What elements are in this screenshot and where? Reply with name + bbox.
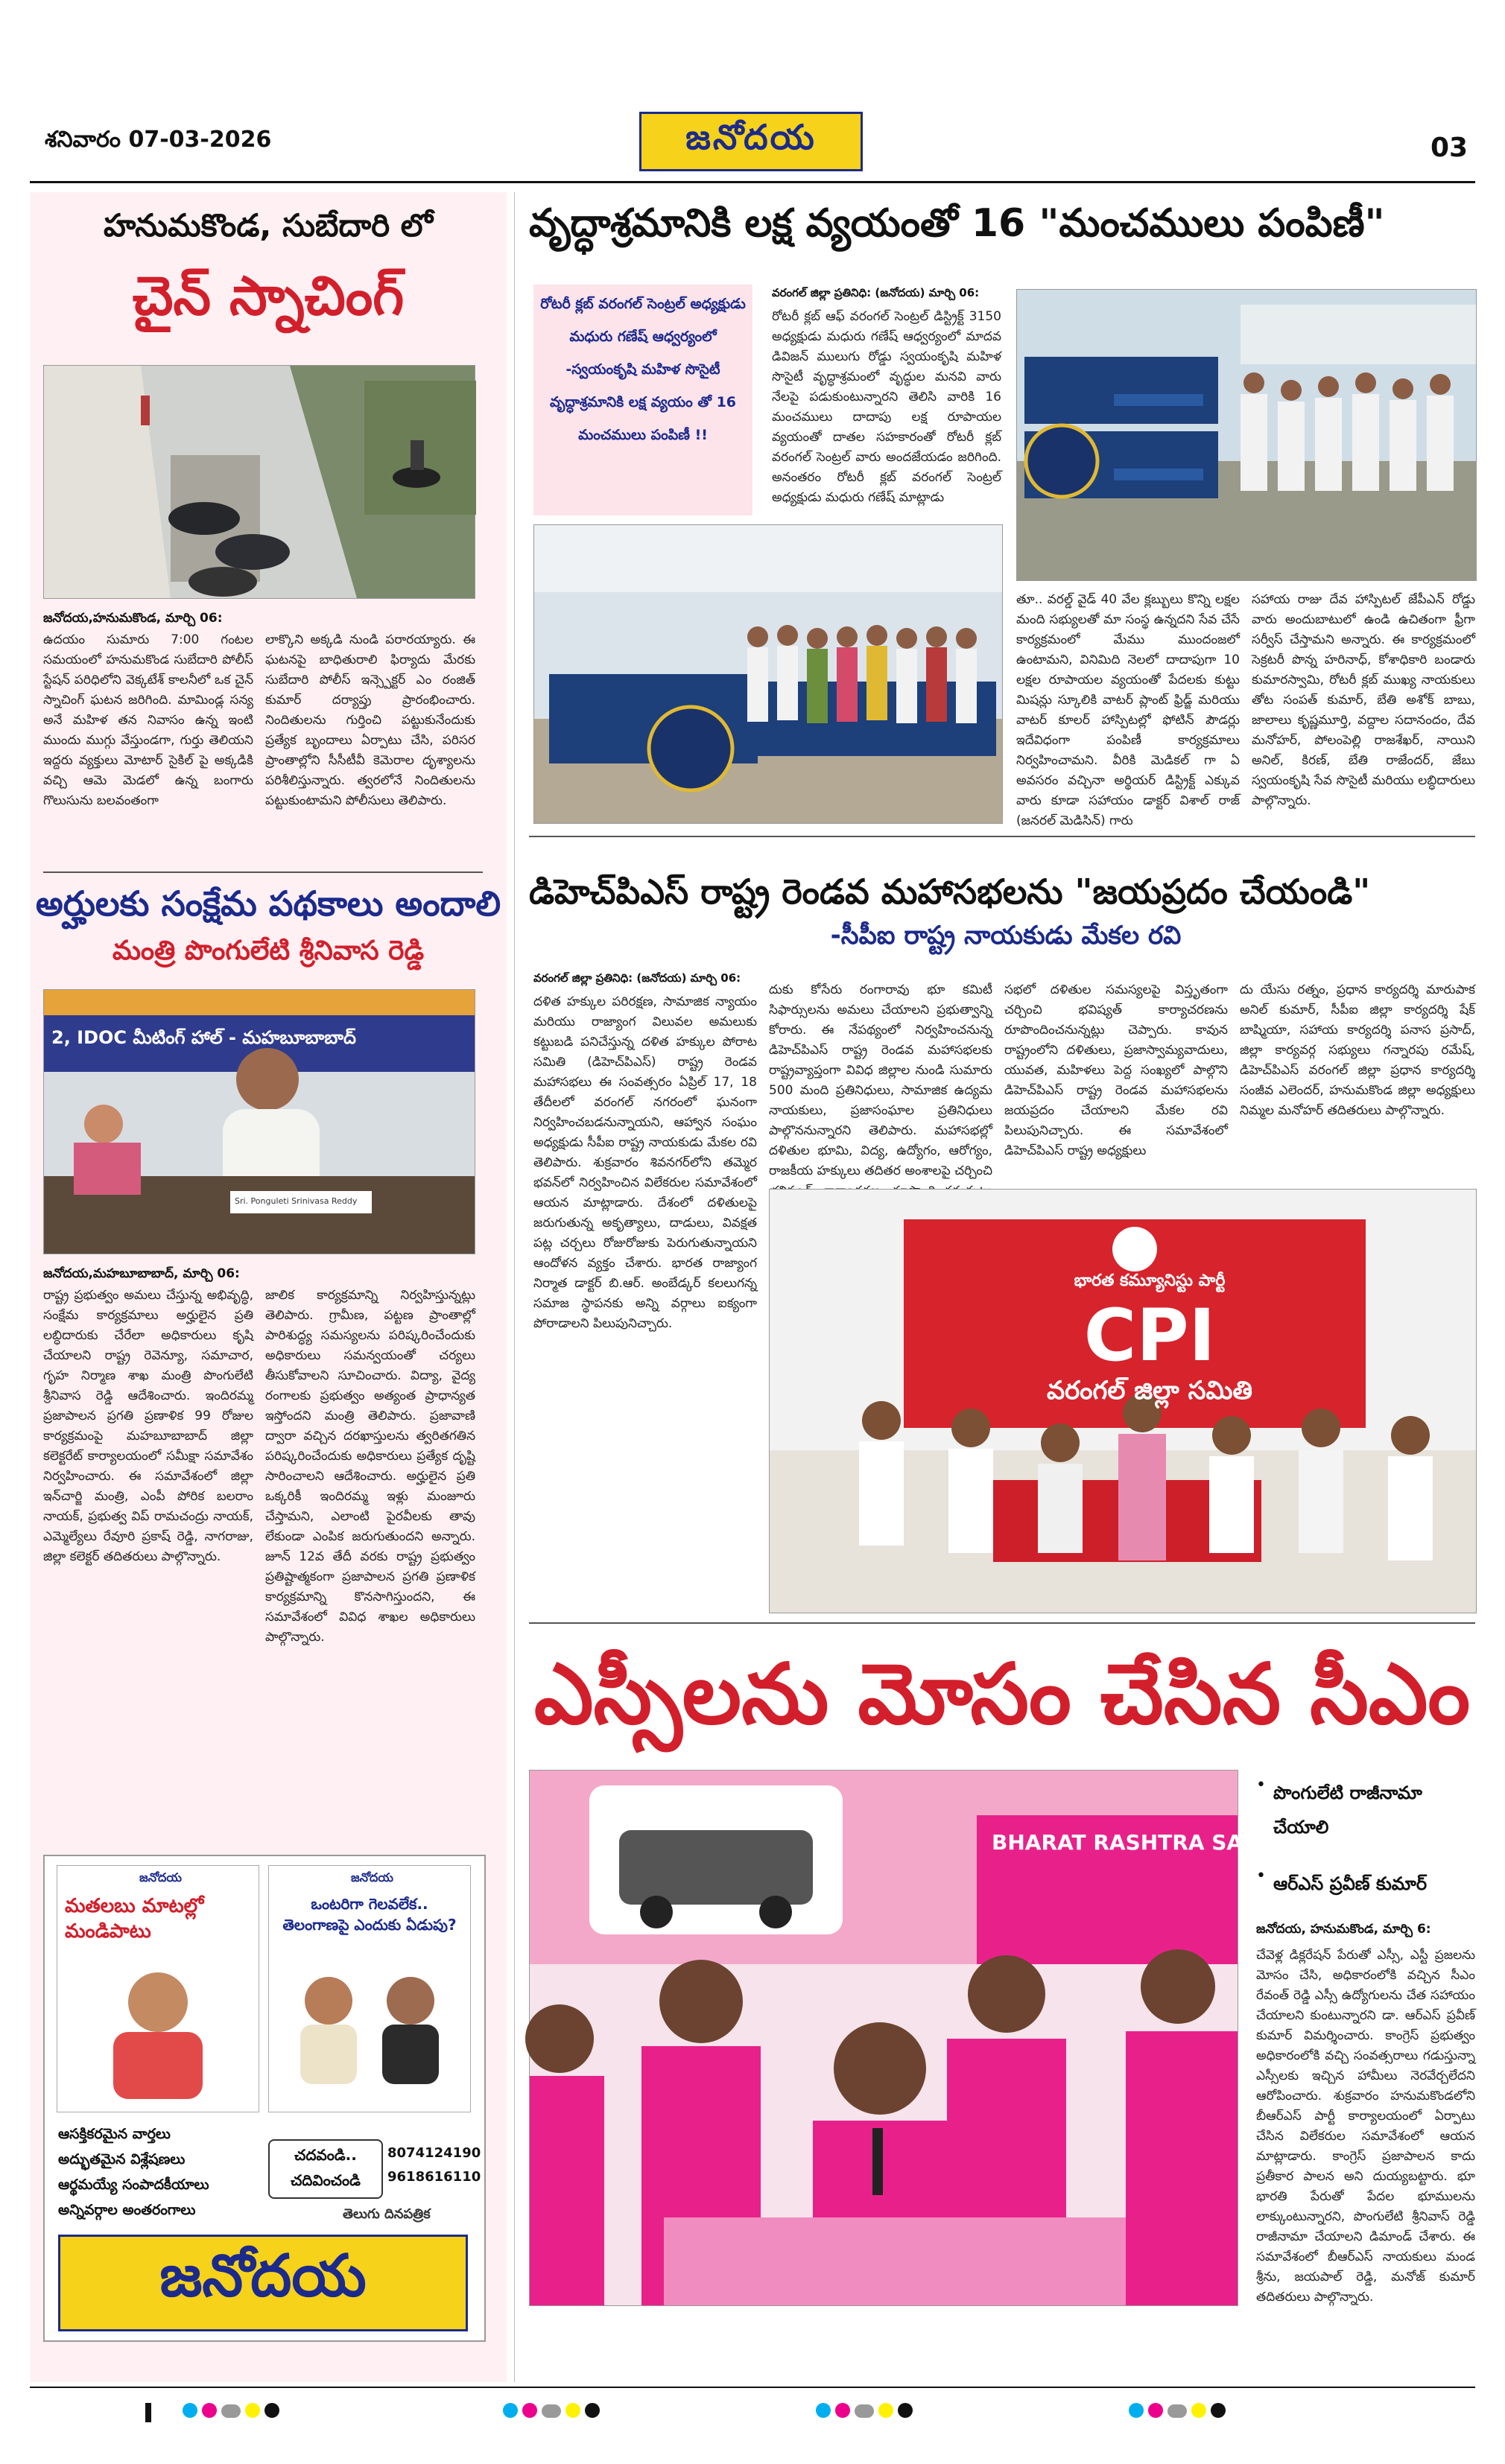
cctv-scene: [44, 366, 475, 598]
old-age-col2: తూ.. వరల్డ్ వైడ్ 40 వేల క్లబ్బులు కొన్ని లక్షల మంది సభ్యులతో మా సంస్థ ఉన్నదని సేవ చేసే కార్యక్రమంలో మేము ముందంజలో ఉంటామని, వినిమిది నెలలో దాదాపుగా 10 లక్షల రూపాయల వ్యయంతో పేదలకు కుట్టు మిషన్లు స్కూలికి వాటర్ ప్లాంట్ ఫ్రిడ్జ్ మరియు వాటర్ కూలర్ హాస్పిటల్లో ఫోటిన్ పౌడర్లు ఇదేవిధంగా పంపిణీ కార్యక్రమాలు నిర్వహించామని. వీరికి మెడికల్ గా ఏ అవసరం వచ్చినా అర్థియర్ డిస్ట్రిక్ట్ ఎక్కువ వారు కూడా సహాయం డాక్టర్ విశాల్ రాజ్ (జనరల్ మెడిసిన్) గారు: [1016, 592, 1240, 828]
old-age-highlight-box: [533, 285, 752, 515]
masthead-logo: [639, 112, 863, 171]
cm-bullet-item: • పొంగులేటి రాజీనామా చేయాలి: [1256, 1776, 1475, 1844]
masthead-paper-name: జనోదయ: [685, 117, 817, 157]
ad-brand: జనోదయ: [159, 2242, 367, 2310]
footer-rule: [30, 2387, 1475, 2388]
ad-list: [58, 2121, 259, 2223]
beds-scene: [1017, 290, 1476, 580]
ad-phone-1: 8074124190: [387, 2145, 481, 2161]
chain-snatching-col1: ఉదయం సుమారు 7:00 గంటల సమయంలో హనుమకొండ సుబేదారి పోలీస్ స్టేషన్ పరిధిలోని వెక్కటేశ్ కాలనీలో ఒక చైన్ స్నాచింగ్ ఘటన జరిగింది. మామిండ్ల సన్య అనే మహిళ తన నివాసం ఉన్న ఇంటి ముందు ముగ్గు వేస్తుండగా, గుర్తు తెలియని ఇద్దరు వ్యక్తులు మోటార్ సైకిల్ పై అక్కడికి వచ్చి ఆమె మెడలో ఉన్న బంగారు గొలుసును బలవంతంగా: [43, 632, 253, 808]
dhps-col3: సభలో దళితుల సమస్యలపై విస్తృతంగా చర్చించి భవిష్యత్ కార్యాచరణను రూపొందించనున్నట్లు చెప్పారు. కావున రాష్ట్రంలోని దళితులు, ప్రజాస్వామ్యవాదులు, యువత, మహిళలు పెద్ద సంఖ్యలో పాల్గొని డిహెచ్‌పిఎస్ రాష్ట్ర రెండవ మహాసభలను జయప్రదం చేయాలని మేకల రవి పిలుపునిచ్చారు. ఈ సమావేశంలో డిహెచ్‌పిఎస్ రాష్ట్ర అధ్యక్షులు: [1004, 982, 1228, 1158]
welfare-headline: అర్హులకు సంక్షేమ పథకాలు అందాలి: [35, 883, 501, 924]
cctv-photo: [43, 365, 475, 599]
cpi-banner-top: భారత కమ్యూనిస్టు పార్టీ: [1074, 1271, 1226, 1290]
welfare-dateline: జనోదయ,మహబూబాబాద్, మార్చి 06:: [43, 1266, 240, 1281]
story-divider-1: [529, 836, 1475, 837]
dhps-headline: డిహెచ్‌పిఎస్ రాష్ట్ర రెండవ మహాసభలను "జయప్రదం చేయండి": [529, 871, 1371, 912]
cm-body: చేవెళ్ల డిక్లరేషన్ పేరుతో ఎస్సీ, ఎస్టీ ప్రజలను మోసం చేసి, అధికారంలోకి వచ్చిన సీఎం రేవంత్ రెడ్డి ఎస్సీ ఉద్యోగులను చేత సహాయం చేయాలని కుంటున్నారని డా. ఆర్ఎస్ ప్రవీణ్ కుమార్ విమర్శించారు. కాంగ్రెస్ ప్రభుత్వం అధికారంలోకి వచ్చి సంవత్సరాలు గడుస్తున్నా ఎస్సీలకు ఇచ్చిన హామీలు నెరవేర్చలేదని ఆరోపించారు. శుక్రవారం హనుమకొండలోని బీఆర్ఎస్ పార్టీ కార్యాలయంలో ఏర్పాటు చేసిన విలేకరుల సమావేశంలో ఆయన మాట్లాడారు. కాంగ్రెస్ ప్రజాపాలన కాదు ప్రతీకార పాలన అని దుయ్యబట్టారు. భూ భారతి పేరుతో పేదల భూములను లాక్కుంటున్నారని, పొంగులేటి శ్రీనివాస్ రెడ్డి రాజీనామా చేయాలని డిమాండ్ చేశారు. ఈ సమావేశంలో బీఆర్ఎస్ నాయకులు మండ శ్రీను, జయపాల్ రెడ్డి, మనోజ్ కుమార్ తదితరులు పాల్గొన్నారు.: [1256, 1948, 1475, 2305]
ad-list-item: ఆర్థమయ్యే సంపాదకీయాలు: [58, 2176, 209, 2193]
cpi-banner-sub: వరంగల్ జిల్లా సమితి: [1046, 1376, 1253, 1406]
old-age-dateline: వరంగల్ జిల్లా ప్రతినిధి: (జనోదయ) మార్చి 06:: [772, 286, 980, 299]
chain-snatching-kicker: హనుమకొండ, సుబేదారి లో: [104, 207, 433, 244]
welfare-col1: రాష్ట్ర ప్రభుత్వం అమలు చేస్తున్న అభివృద్ధి, సంక్షేమ కార్యక్రమాలు అర్హులైన ప్రతి లబ్ధిదారుకు చేరేలా అధికారులు కృషి చేయాలని రాష్ట్ర రెవెన్యూ, సమాచార, గృహ నిర్మాణ శాఖ మంత్రి పొంగులేటి శ్రీనివాస రెడ్డి ఆదేశించారు. ఇందిరమ్మ ప్రజాపాలన ప్రగతి ప్రణాళిక 99 రోజుల కార్యక్రమంపై మహబూబాబాద్ జిల్లా కలెక్టరేట్ కార్యాలయంలో సమీక్షా సమావేశం నిర్వహించారు. ఈ సమావేశంలో జిల్లా ఇన్‌చార్జి మంత్రి, ఎంపీ పోరిక బలరాం నాయక్, ప్రభుత్వ విప్ రామచంద్రు నాయక్, ఎమ్మెల్యేలు రేవూరి ప్రకాష్ రెడ్డి, నాగరాజు, జిల్లా కలెక్టర్ తదితరులు పాల్గొన్నారు.: [43, 1288, 253, 1564]
janodaya-ad: [43, 1855, 486, 2342]
cpi-meeting-photo: [769, 1189, 1477, 1613]
ad-panel-2-portraits: [269, 1941, 470, 2090]
story-divider-2: [529, 1622, 1475, 1624]
minister-photo-banner: 2, IDOC మీటింగ్ హాల్ - మహబూబాబాద్: [51, 1027, 356, 1048]
ad-panel-1-portrait: [57, 1950, 259, 2099]
registration-dots-1: [183, 2403, 284, 2421]
ad-phone-2: 9618616110: [387, 2169, 481, 2185]
chain-snatching-dateline: జనోదయ,హనుమకొండ, మార్చి 06:: [43, 611, 223, 626]
minister-photo: [43, 989, 475, 1254]
brs-press-photo: [529, 1770, 1311, 2306]
chain-snatching-col2: లాక్కొని అక్కడి నుండి పరారయ్యారు. ఈ ఘటనపై బాధితురాలి ఫిర్యాదు మేరకు సుబేదారి పోలీస్ ఇన్స్పెక్టర్ ఎం రంజిత్ కుమార్ దర్యాప్తు ప్రారంభించారు. నిందితులను గుర్తించి పట్టుకునేందుకు ప్రత్యేక బృందాలు ఏర్పాటు చేసి, పరిసర ప్రాంతాల్లోని సీసీటీవీ కెమెరాల దృశ్యాలను పరిశీలిస్తున్నారు. త్వరలోనే నిందితులను పట్టుకుంటామని పోలీసులు తెలిపారు.: [265, 632, 475, 808]
cm-bullet-text: పొంగులేటి రాజీనామా చేయాలి: [1273, 1782, 1422, 1838]
ad-panel-1: [57, 1865, 259, 2112]
ad-brand-logo: [58, 2235, 468, 2331]
old-age-col1: రోటరీ క్లబ్ ఆఫ్ వరంగల్ సెంట్రల్ డిస్ట్రిక్ట్ 3150 అధ్యక్షుడు మధురు గణేష్ ఆధ్వర్యంలో మాదవ డివిజన్ ములుగు రోడ్డు స్వయంకృషి మహిళ సొసైటీ వృద్ధాశ్రమంలో వృద్ధుల మనవి వారు నేలపై పడుకుంటున్నారని తెలిసి వారికి 16 మంచములు దాదాపు లక్ష రూపాయల వ్యయంతో దాతల సహకారంతో రోటరీ క్లబ్ వరంగల్ సెంట్రల్ వారు అందజేయడం జరిగింది. అనంతరం రోటరీ క్లబ్ వరంగల్ సెంట్రల్ అధ్యక్షుడు మధురు గణేష్ మాట్లాడు: [772, 309, 1001, 505]
masthead-date: శనివారం 07-03-2026: [45, 127, 272, 153]
registration-bar: [145, 2403, 151, 2422]
ad-list-item: ఆసక్తికరమైన వార్తలు: [58, 2126, 171, 2142]
ad-cta: చదవండి.. చదివించండి: [268, 2139, 383, 2199]
cm-dateline: జనోదయ, హనుమకొండ, మార్చి 6:: [1256, 1922, 1431, 1937]
welfare-subhead: మంత్రి పొంగులేటి శ్రీనివాస రెడ్డి: [112, 936, 425, 966]
masthead-rule: [30, 181, 1475, 183]
ad-list-item: అద్భుతమైన విశ్లేషణలు: [58, 2151, 186, 2168]
ad-panel-2-text: ఒంటరిగా గెలవలేక.. తెలంగాణపై ఎందుకు ఏడుపు?: [282, 1895, 457, 1934]
old-age-headline: వృద్ధాశ్రమానికి లక్ష వ్యయంతో 16 "మంచములు పంపిణీ": [529, 201, 1385, 246]
old-age-col3: సహాయ రాజు దేవ హాస్పిటల్ జేపీఎన్ రోడ్డు వారు అందుబాటులో ఉండి ఉచితంగా ఫ్రీగా సర్వీస్ చేస్తామని అన్నారు. ఈ కార్యక్రమంలో సెక్రటరీ పొన్న హరినాధ్, కోశాధికారి బండారు కుమారస్వామి, రోటరీ క్లబ్ ముఖ్య నాయకులు తోట సంపత్ కుమార్, బేతి అశోక్ బాబు, జాలాలు కృష్ణమూర్తి, వద్దాల సదానందం, దేవ మనోహర్, పోలంపెల్లి రాజశేఖర్, నాయిని అనిల్, కిరణ్, బేతి రాజేందర్, జేబు స్వయంకృషి సేవ సొసైటీ మరియు లబ్ధిదారులు పాల్గొన్నారు.: [1252, 592, 1475, 808]
brs-banner: BHARAT RASHTRA SAMITHI: [992, 1830, 1311, 1855]
registration-dots-2: [503, 2403, 604, 2421]
ad-panel-2-brand: జనోదయ: [351, 1870, 393, 1884]
welfare-col2: జాలిక కార్యక్రమాన్ని నిర్వహిస్తున్నట్లు తెలిపారు. గ్రామీణ, పట్టణ ప్రాంతాల్లో పారిశుద్ధ్య సమస్యలను పరిష్కరించేందుకు అధికారులు సమన్వయంతో చర్యలు తీసుకోవాలని సూచించారు. విద్యా, వైద్య రంగాలకు ప్రభుత్వం అత్యంత ప్రాధాన్యత ఇస్తోందని మంత్రి తెలిపారు. ప్రజావాణి ద్వారా వచ్చిన దరఖాస్తులను త్వరితగతిన పరిష్కరించేందుకు అధికారులు ప్రత్యేక దృష్టి సారించాలని ఆదేశించారు. అర్హులైన ప్రతి ఒక్కరికీ ఇందిరమ్మ ఇళ్లు మంజూరు చేస్తామని, ఎలాంటి పైరవీలకు తావు లేకుండా ఎంపిక జరుగుతుందని అన్నారు. జూన్ 12వ తేదీ వరకు రాష్ట్ర ప్రభుత్వం ప్రతిష్టాత్మకంగా ప్రజాపాలన ప్రగతి ప్రణాళిక కార్యక్రమాన్ని కొనసాగిస్తుందని, ఈ సమావేశంలో వివిధ శాఖల అధికారులు పాల్గొన్నారు.: [265, 1288, 475, 1645]
rotary-group-photo: [533, 524, 1003, 824]
beds-photo: [1016, 289, 1477, 581]
dhps-col4: దు యేసు రత్నం, ప్రధాన కార్యదర్శి మారుపాక అనిల్ కుమార్, సీపీఐ జిల్లా కార్యదర్శి షేక్ బాష్మియా, సహాయ కార్యదర్శి పనాస ప్రసాద్, జిల్లా కార్యవర్గ సభ్యులు గన్నారపు రమేష్, డిహెచ్‌పిఎస్ వరంగల్ జిల్లా ప్రధాన కార్యదర్శి సంజీవ ఎలెందర్, హనుమకొండ జిల్లా అధ్యక్షులు నిమ్మల మనోహర్ తదితరులు పాల్గొన్నారు.: [1240, 982, 1475, 1118]
ad-tagline: తెలుగు దినపత్రిక: [343, 2206, 431, 2222]
old-age-highlight: రోటరీ క్లబ్ వరంగల్ సెంట్రల్ అధ్యక్షుడు మధురు గణేష్ ఆధ్వర్యంలో -స్వయంకృషి మహిళ సొసైటీ వృద్ధాశ్రమానికి లక్ష వ్యయం తో 16 మంచములు పంపిణీ !!: [540, 296, 746, 443]
dhps-dateline: వరంగల్ జిల్లా ప్రతినిధి: (జనోదయ) మార్చి 06:: [533, 971, 741, 985]
dhps-col1: దళిత హక్కుల పరిరక్షణ, సామాజిక న్యాయం మరియు రాజ్యాంగ విలువల అమలుకు కట్టుబడి పనిచేస్తున్న దళిత హక్కుల పోరాట సమితి (డిహెచ్‌పిఎస్) రాష్ట్ర రెండవ మహాసభలు ఈ సంవత్సరం ఏప్రిల్ 17, 18 తేదీలలో వరంగల్ నగరంలో ఘనంగా నిర్వహించబడనున్నాయని, ఆహ్వాన సంఘం అధ్యక్షుడు సీపీఐ రాష్ట్ర నాయకుడు మేకల రవి తెలిపారు. శుక్రవారం శివనగర్‌లోని తమ్మెర భవన్‌లో నిర్వహించిన విలేకరుల సమావేశంలో ఆయన మాట్లాడారు. దేశంలో దళితులపై జరుగుతున్న అకృత్యాలు, దాడులు, వివక్షత పట్ల చర్చలు రోజురోజుకు పెరుగుతున్నాయని ఆందోళన వ్యక్తం చేశారు. భారత రాజ్యాంగ నిర్మాత డాక్టర్ బి.ఆర్. అంబేడ్కర్ కలలుగన్న సమాజ స్థాపనకు అన్ని వర్గాలు ఐక్యంగా పోరాడాలని పిలుపునిచ్చారు.: [533, 994, 757, 1331]
registration-dots-4: [1129, 2403, 1230, 2421]
rotary-group-scene: [534, 525, 1002, 823]
minister-nameplate: Sri. Ponguleti Srinivasa Reddy: [235, 1196, 358, 1206]
ad-panel-1-brand: జనోదయ: [139, 1870, 182, 1884]
ad-panel-1-text: మతలబు మాటల్లో మండిపాటు: [65, 1895, 204, 1943]
registration-dots-3: [816, 2403, 917, 2421]
ad-panel-2: [268, 1865, 471, 2112]
page-number: 03: [1430, 133, 1468, 163]
chain-snatching-headline: చైన్ స్నాచింగ్: [132, 264, 405, 327]
sidebar-divider-1: [43, 871, 483, 873]
dhps-subhead: -సీపీఐ రాష్ట్ర నాయకుడు మేకల రవి: [830, 921, 1182, 950]
cm-bullet-text: ఆర్ఎస్ ప్రవీణ్ కుమార్: [1273, 1873, 1428, 1894]
cpi-banner-main: CPI: [1083, 1294, 1216, 1377]
dhps-col2: దుకు కోసేరు రంగారావు భూ కమిటీ సిఫార్సులను అమలు చేయాలని ప్రభుత్వాన్ని కోరారు. ఈ నేపథ్యంలో నిర్వహించనున్న డిహెచ్‌పిఎస్ రాష్ట్ర రెండవ మహాసభలకు రాష్ట్రవ్యాప్తంగా వివిధ జిల్లాల నుండి సుమారు 500 మంది ప్రతినిధులు, సామాజిక ఉద్యమ నాయకులు, ప్రజాసంఘాల ప్రతినిధులు పాల్గొననున్నారని తెలిపారు. మహాసభల్లో దళితుల భూమి, విద్య, ఉద్యోగం, ఆరోగ్యం, రాజకీయ హక్కులు తదితర అంశాలపై చర్చించి: [769, 982, 992, 1178]
cm-bullet-item: • ఆర్ఎస్ ప్రవీణ్ కుమార్: [1256, 1867, 1475, 1901]
ad-list-item: అన్నివర్గాల అంతరంగాలు: [58, 2202, 196, 2218]
column-rule: [514, 192, 515, 2382]
cm-headline: ఎస్సీలను మోసం చేసిన సీఎం: [533, 1646, 1471, 1743]
cm-bullets: [1256, 1776, 1475, 1901]
print-registration-marks: [30, 2403, 1475, 2425]
